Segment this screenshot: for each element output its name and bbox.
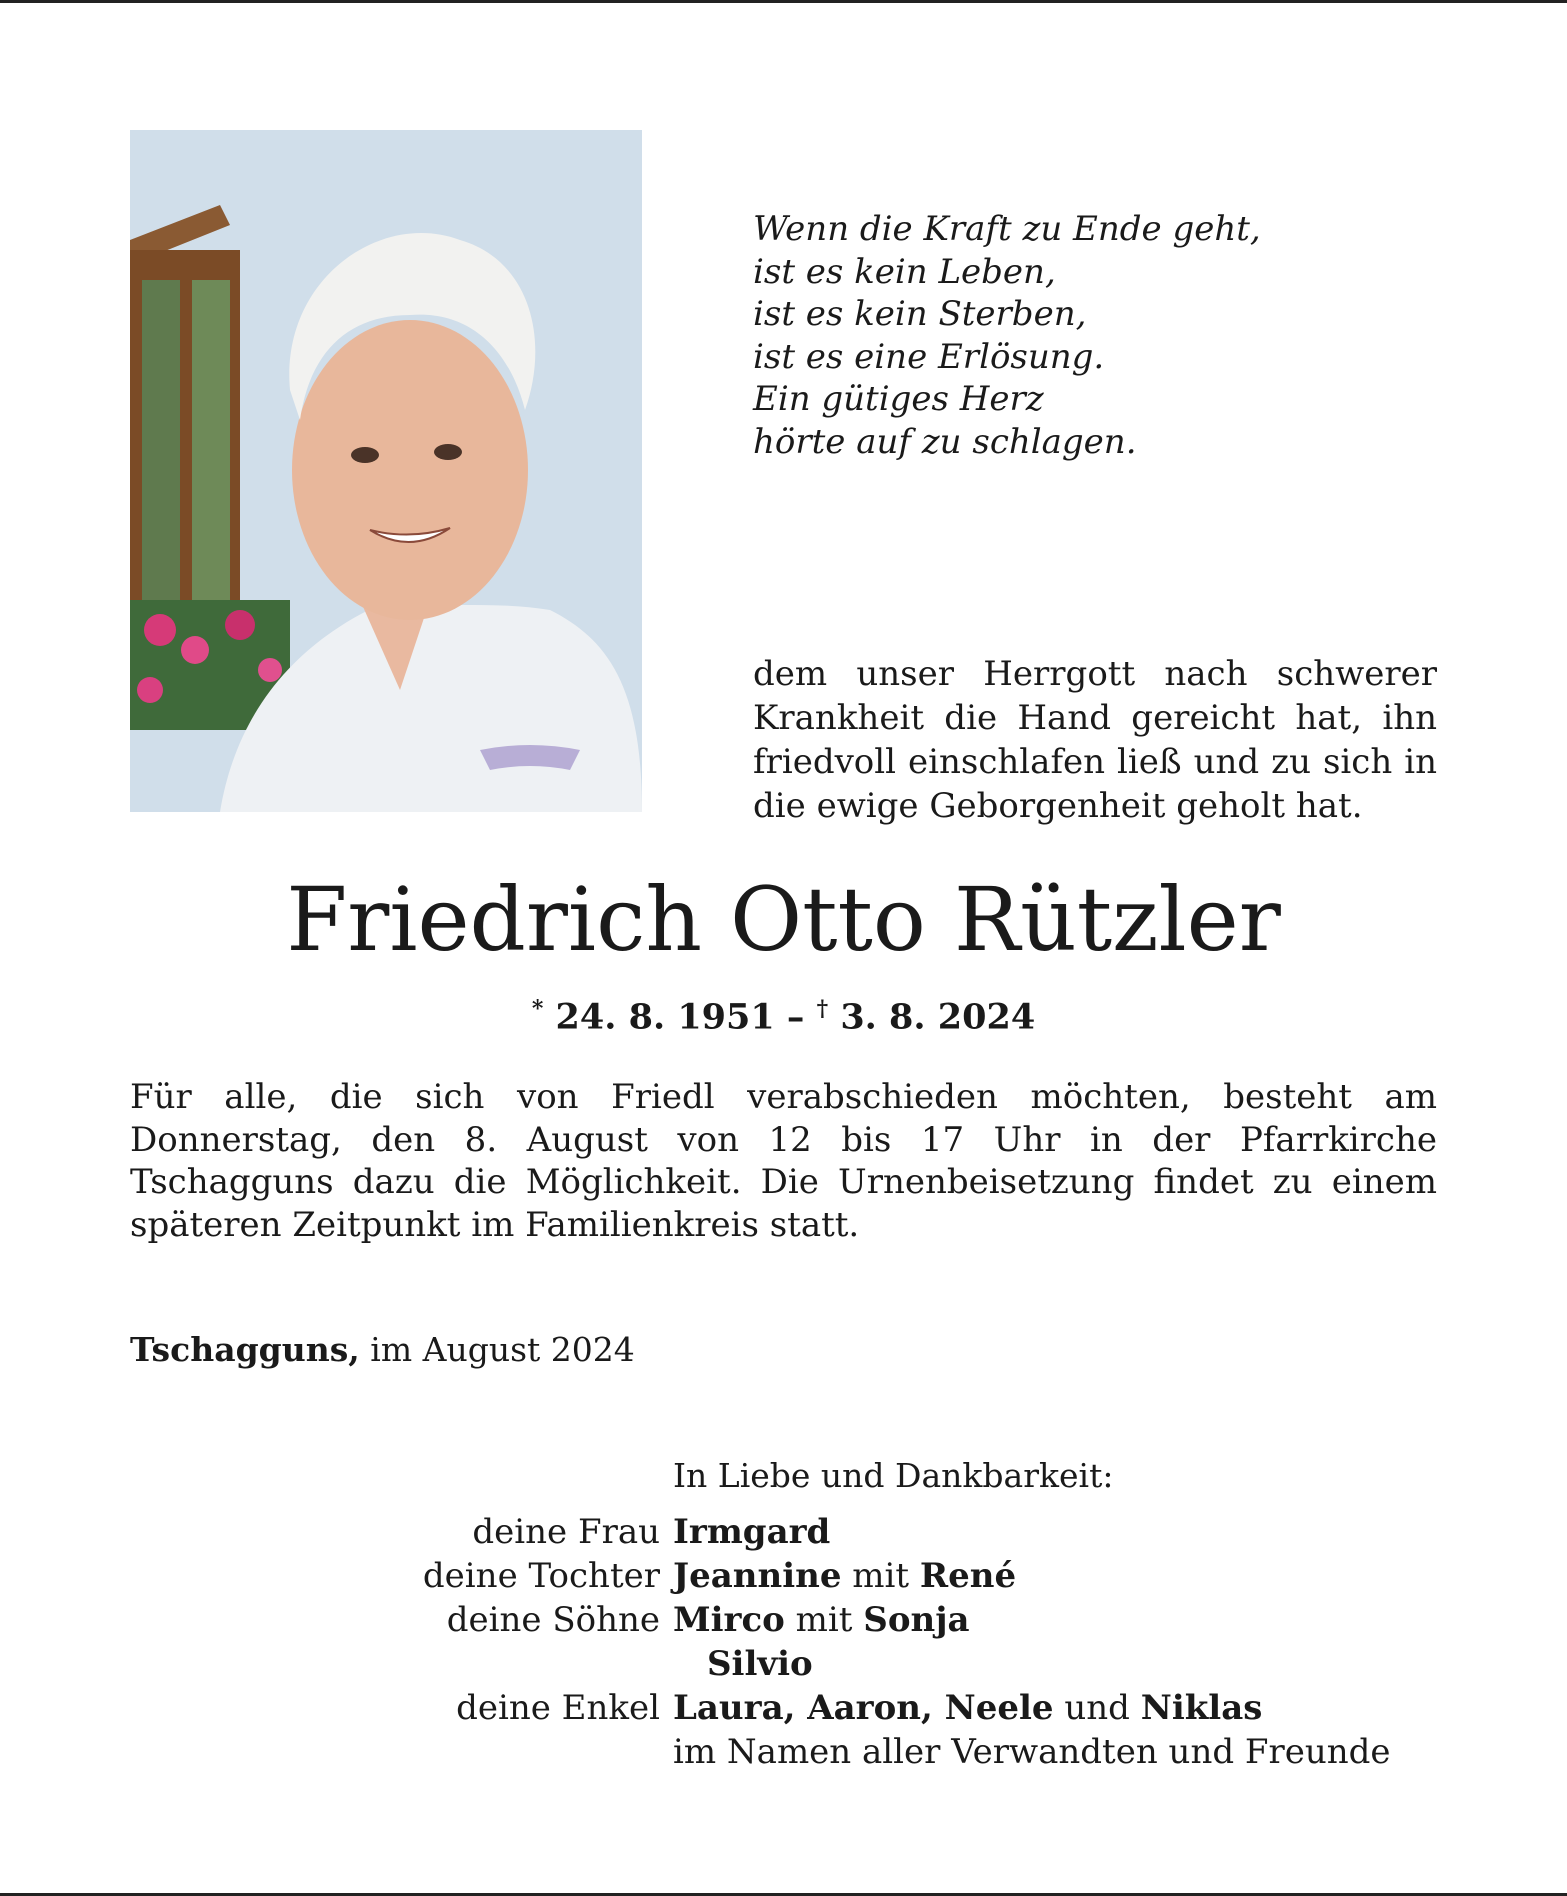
family-name: Jeannine — [673, 1556, 842, 1596]
poem — [753, 208, 1313, 463]
family-row-sons — [130, 1598, 1437, 1642]
connector: und — [1053, 1688, 1141, 1728]
family-row-wife — [130, 1510, 1437, 1554]
poem-line: ist es eine Erlösung. — [753, 336, 1105, 377]
family-partner: Sonja — [863, 1600, 970, 1640]
life-dates — [0, 996, 1567, 1038]
poem-line: ist es kein Leben, — [753, 251, 1056, 292]
birth-symbol: * — [531, 996, 544, 1022]
place-month: im August 2024 — [359, 1330, 635, 1369]
farewell-notice: Für alle, die sich von Friedl verabschieden möchten, besteht am Donnerstag, den 8. August von 12 bis 17 Uhr in der Pfarrkirche Tschagguns dazu die Möglichkeit. Die Urnenbeisetzung findet zu einem späteren Zeitpunkt im Familienkreis statt. — [130, 1077, 1437, 1245]
relation-label: deine Enkel — [456, 1688, 660, 1728]
date-separator: – — [774, 996, 817, 1038]
poem-line: ist es kein Sterben, — [753, 294, 1087, 334]
thanks-line: In Liebe und Dankbarkeit: — [673, 1456, 1114, 1495]
family-row-daughter — [130, 1554, 1437, 1598]
poem-line: hörte auf zu schlagen. — [753, 421, 1137, 462]
relation-label: deine Frau — [472, 1512, 660, 1552]
connector: mit — [841, 1556, 920, 1596]
closing-line: im Namen aller Verwandten und Freunde — [673, 1732, 1391, 1772]
family-row-son2 — [130, 1642, 1437, 1686]
family-name: Mirco — [673, 1600, 785, 1640]
poem-line: Wenn die Kraft zu Ende geht, — [753, 209, 1261, 249]
family-partner: René — [919, 1556, 1017, 1596]
birth-date: 24. 8. 1951 — [555, 996, 775, 1038]
death-date: 3. 8. 2024 — [840, 996, 1036, 1038]
family-name: Silvio — [707, 1644, 813, 1684]
relation-label: deine Söhne — [446, 1600, 660, 1640]
relation-label: deine Tochter — [422, 1556, 660, 1596]
family-list — [130, 1510, 1437, 1774]
connector: mit — [784, 1600, 864, 1640]
death-symbol: † — [816, 996, 829, 1022]
intro-text: dem unser Herrgott nach schwerer Krankheit die Hand gereicht hat, ihn friedvoll einschlafen ließ und zu sich in die ewige Geborgenheit geholt hat. — [753, 654, 1437, 826]
place-date — [130, 1330, 635, 1369]
family-name: Irmgard — [673, 1512, 831, 1552]
poem-line: Ein gütiges Herz — [753, 379, 1044, 419]
place-town: Tschagguns, — [130, 1330, 360, 1369]
family-name: Laura, Aaron, Neele — [673, 1688, 1054, 1728]
portrait-photo — [130, 130, 642, 812]
family-name: Niklas — [1140, 1688, 1263, 1728]
family-row-grandchildren — [130, 1686, 1437, 1730]
deceased-name: Friedrich Otto Rützler — [286, 868, 1281, 971]
family-row-closing — [130, 1730, 1437, 1774]
